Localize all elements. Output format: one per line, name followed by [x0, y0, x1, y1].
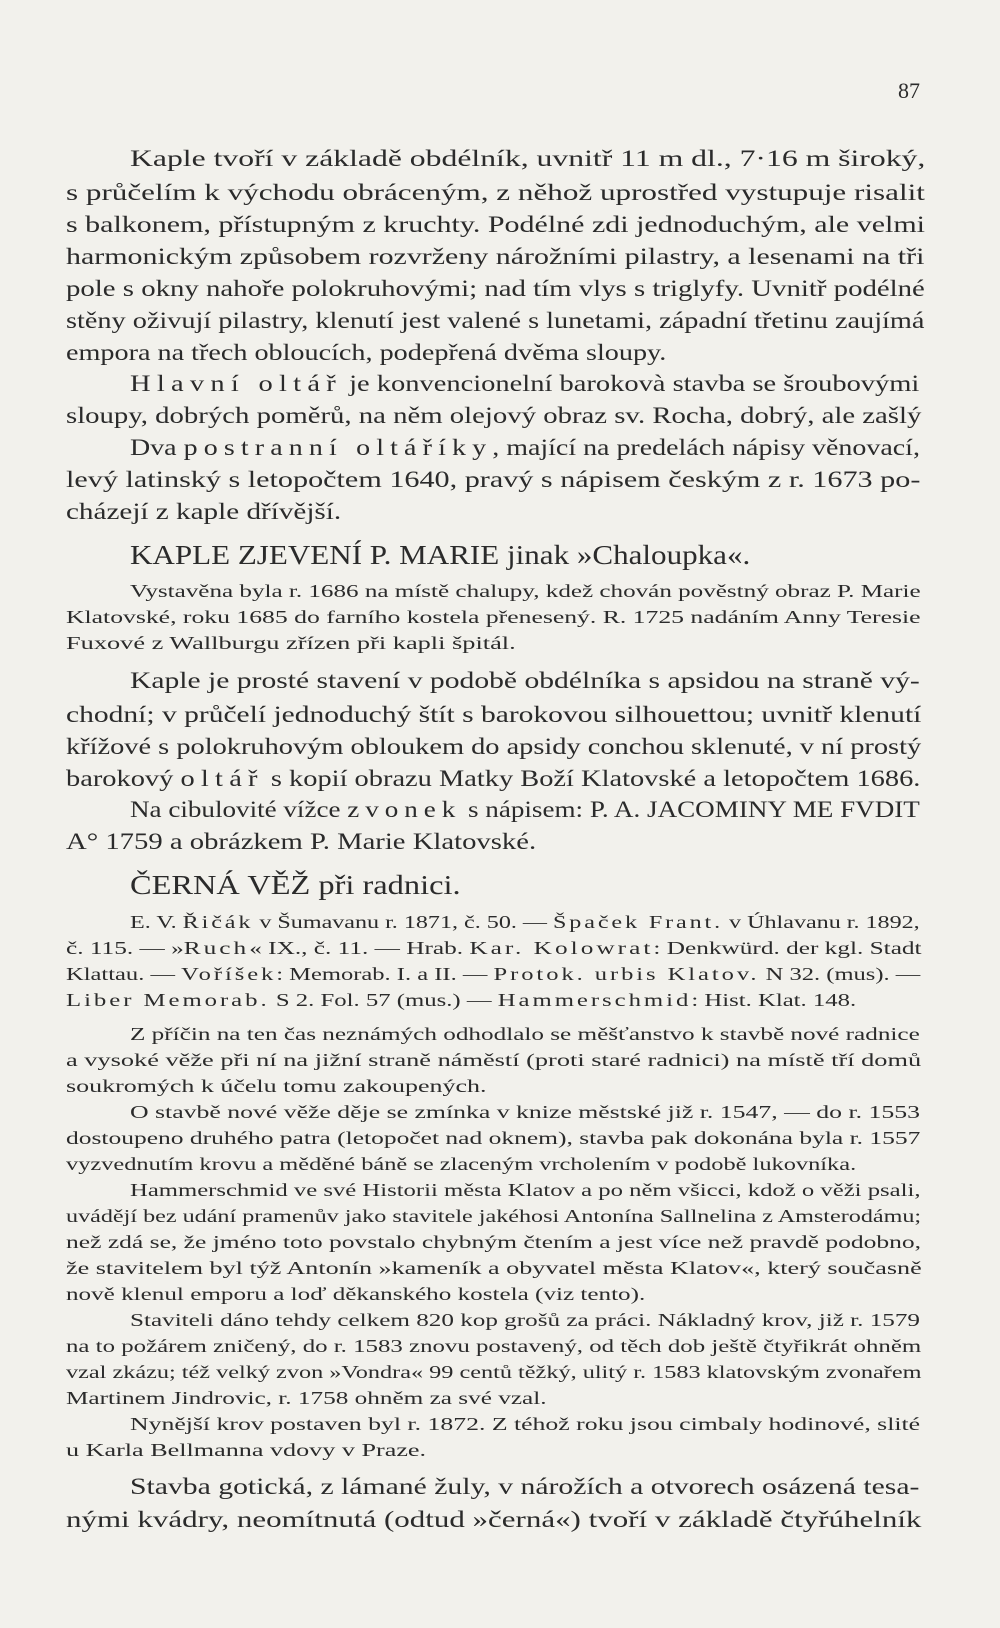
text-line: Kaple je prosté stavení v podobě obdélníka s apsidou na straně vý- — [130, 668, 920, 693]
text-line: vyzvednutím krovu a měděné báně se zlaceným vrcholením v podobě lukovníka. — [66, 1154, 857, 1174]
text-line: Dva postranní oltáříky, mající na predelách nápisy věnovací, — [130, 435, 920, 460]
text-line: Stavba gotická, z lámané žuly, v nárožích a otvorech osázená tesa- — [130, 1474, 920, 1499]
text-line: křížové s polokruhovým obloukem do apsidy conchou sklenuté, v ní prostý — [66, 734, 922, 759]
text-line: dostoupeno druhého patra (letopočet nad oknem), stavba pak dokonána byla r. 1557 — [66, 1128, 921, 1148]
text-line: č. 115. — »Ruch« IX., č. 11. — Hrab. Kar. Kolowrat: Denkwürd. der kgl. Stadt — [66, 938, 922, 958]
text-line: O stavbě nové věže děje se zmínka v knize městské již r. 1547, — do r. 1553 — [130, 1102, 921, 1122]
text-line: Klatovské, roku 1685 do farního kostela přenesený. R. 1725 nadáním Anny Teresie — [66, 607, 921, 627]
text-line: Kaple tvoří v základě obdélník, uvnitř 11 m dl., 7·16 m široký, — [130, 146, 926, 171]
text-line: sloupy, dobrých poměrů, na něm olejový obraz sv. Rocha, dobrý, ale zašlý — [66, 403, 922, 428]
text-line: u Karla Bellmanna vdovy v Praze. — [66, 1440, 427, 1460]
text-line: nými kvádry, neomítnutá (odtud »černá«) tvoří v základě čtyřúhelník — [66, 1507, 922, 1532]
text-line: Vystavěna byla r. 1686 na místě chalupy, kdež chován pověstný obraz P. Marie — [130, 581, 921, 601]
text-line: Martinem Jindrovic, r. 1758 ohněm za své vzal. — [66, 1388, 547, 1408]
text-line: soukromých k účelu tomu zakoupených. — [66, 1076, 487, 1096]
text-line: Fuxové z Wallburgu zřízen při kapli špitál. — [66, 633, 516, 653]
text-line: chodní; v průčelí jednoduchý štít s barokovou silhouettou; uvnitř klenutí — [66, 702, 922, 727]
text-line: stěny oživují pilastry, klenutí jest valené s lunetami, západní třetinu zaujímá — [66, 308, 925, 333]
text-line: s průčelím k východu obráceným, z něhož uprostřed vystupuje risalit — [66, 180, 925, 205]
text-line: harmonickým způsobem rozvrženy nárožními pilastry, a lesenami na tři — [66, 244, 925, 269]
text-line: levý latinský s letopočtem 1640, pravý s nápisem českým z r. 1673 po- — [66, 467, 921, 492]
text-line: Hlavní oltář je konvencionelní barokovà stavba se šroubovými — [130, 371, 920, 396]
text-line: Klattau. — Voříšek: Memorab. I. a II. — Protok. urbis Klatov. N 32. (mus). — — [66, 964, 921, 984]
text-line: s balkonem, přístupným z kruchty. Podélné zdi jednoduchým, ale velmi — [66, 212, 925, 237]
text-line: KAPLE ZJEVENÍ P. MARIE jinak »Chaloupka«. — [130, 540, 751, 570]
text-line: pole s okny nahoře polokruhovými; nad tím vlys s triglyfy. Uvnitř podélné — [66, 276, 925, 301]
text-line: než zdá se, že jméno toto povstalo chybným čtením a jest více než pravdě podobno, — [66, 1232, 922, 1252]
text-line: vzal zkázu; též velký zvon »Vondra« 99 centů těžký, ulitý r. 1583 klatovským zvonařem — [66, 1362, 922, 1382]
text-line: uvádějí bez udání pramenův jako stavitele jakéhosi Antonína Sallnelina z Amsterodámu; — [66, 1206, 922, 1226]
text-line: empora na třech obloucích, podepřená dvěma sloupy. — [66, 340, 667, 365]
text-line: ČERNÁ VĚŽ při radnici. — [130, 870, 461, 900]
text-line: Staviteli dáno tehdy celkem 820 kop grošů za práci. Nákladný krov, již r. 1579 — [130, 1310, 920, 1330]
text-line: A° 1759 a obrázkem P. Marie Klatovské. — [66, 829, 537, 854]
text-line: že stavitelem byl týž Antonín »kameník a obyvatel města Klatov«, který současně — [66, 1258, 922, 1278]
text-line: Nynější krov postaven byl r. 1872. Z téhož roku jsou cimbaly hodinové, slité — [130, 1414, 921, 1434]
text-line: Hammerschmid ve své Historii města Klatov a po něm všicci, kdož o věži psali, — [130, 1180, 921, 1200]
text-line: cházejí z kaple dřívější. — [66, 499, 342, 524]
page-number: 87 — [898, 78, 920, 103]
text-line: nově klenul emporu a loď děkanského kostela (viz tento). — [66, 1284, 646, 1304]
text-line: E. V. Řičák v Šumavanu r. 1871, č. 50. — Špaček Frant. v Úhlavanu r. 1892, — [130, 912, 920, 932]
text-line: barokový oltář s kopií obrazu Matky Boží Klatovské a letopočtem 1686. — [66, 766, 921, 791]
text-line: a vysoké věže při ní na jižní straně náměstí (proti staré radnici) na místě tří domů — [66, 1050, 922, 1070]
text-line: Z příčin na ten čas neznámých odhodlalo se měšťanstvo k stavbě nové radnice — [130, 1024, 920, 1044]
text-line: Na cibulovité vížce zvonek s nápisem: P. A. JACOMINY ME FVDIT — [130, 797, 920, 822]
text-line: Liber Memorab. S 2. Fol. 57 (mus.) — Hammerschmid: Hist. Klat. 148. — [66, 990, 857, 1010]
text-line: na to požárem zničený, do r. 1583 znovu postavený, od těch dob ještě čtyřikrát ohněm — [66, 1336, 922, 1356]
